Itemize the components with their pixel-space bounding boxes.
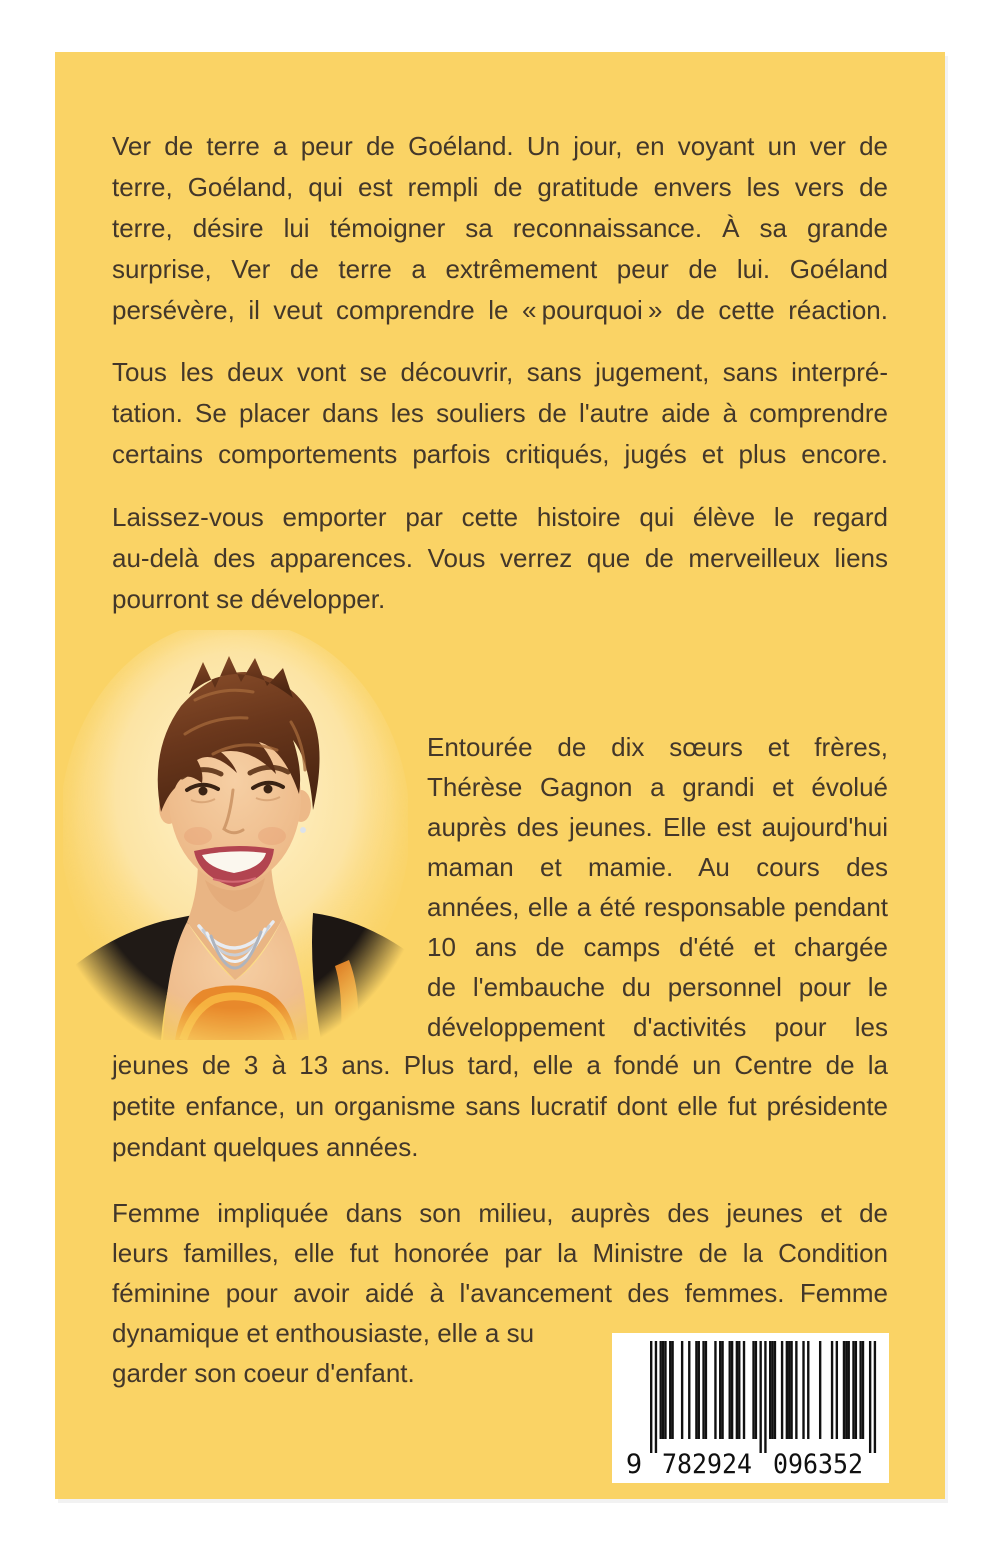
earring (300, 827, 306, 833)
text-line: jeunes de 3 à 13 ans. Plus tard, elle a fondé un Centre de la (112, 1050, 888, 1080)
back-cover-panel (55, 52, 945, 1499)
text-line: Ver de terre a peur de Goéland. Un jour, en voyant un ver de (112, 131, 888, 161)
text-line: surprise, Ver de terre a extrêmement peur de lui. Goéland (112, 254, 888, 284)
text-line: auprès des jeunes. Elle est aujourd'hui (427, 812, 888, 842)
synopsis-paragraph-3 (112, 497, 888, 620)
text-line: terre, désire lui témoigner sa reconnaissance. À sa grande (112, 213, 888, 243)
synopsis-paragraph-1 (112, 126, 888, 331)
text-line: Tous les deux vont se découvrir, sans jugement, sans interpré- (112, 357, 888, 387)
text-line: années, elle a été responsable pendant (427, 892, 888, 922)
barcode-digits: 9 (625, 1449, 643, 1480)
author-bio-below-photo (112, 1045, 888, 1168)
text-line: terre, Goéland, qui est rempli de gratitude envers les vers de (112, 172, 888, 202)
barcode (612, 1333, 889, 1483)
text-line: maman et mamie. Au cours des (427, 852, 888, 882)
barcode-digits: 782924 (662, 1449, 752, 1480)
ean13-barcode (612, 1333, 889, 1483)
author-photo (63, 630, 408, 1040)
text-line: dynamique et enthousiaste, elle a su (112, 1318, 535, 1348)
text-line: leurs familles, elle fut honorée par la Ministre de la Condition (112, 1238, 888, 1268)
text-line: Laissez-vous emporter par cette histoire qui élève le regard (112, 502, 888, 532)
text-line: 10 ans de camps d'été et chargée (427, 932, 888, 962)
text-line: Entourée de dix sœurs et frères, (427, 732, 888, 762)
text-line: au-delà des apparences. Vous verrez que de merveilleux liens (112, 543, 888, 573)
right-cheek (258, 827, 286, 845)
author-bio-beside-photo (427, 727, 888, 1047)
synopsis-paragraph-2 (112, 352, 888, 475)
text-line: pendant quelques années. (112, 1132, 419, 1162)
text-line: tation. Se placer dans les souliers de l'autre aide à comprendre (112, 398, 888, 428)
text-line: garder son coeur d'enfant. (112, 1358, 415, 1388)
text-line: pourront se développer. (112, 584, 386, 614)
text-line: Thérèse Gagnon a grandi et évolué (427, 772, 888, 802)
black-top-right-shoulder (312, 913, 408, 1040)
text-line: féminine pour avoir aidé à l'avancement des femmes. Femme (112, 1278, 888, 1308)
text-line: développement d'activités pour les (427, 1012, 888, 1042)
barcode-digits: 096352 (773, 1449, 863, 1480)
text-line: certains comportements parfois critiqués, jugés et plus encore. (112, 439, 888, 469)
left-cheek (184, 827, 212, 845)
text-line: petite enfance, un organisme sans lucratif dont elle fut présidente (112, 1091, 888, 1121)
text-line: de l'embauche du personnel pour le (427, 972, 888, 1002)
text-line: persévère, il veut comprendre le « pourquoi » de cette réaction. (112, 295, 888, 325)
text-line: Femme impliquée dans son milieu, auprès des jeunes et de (112, 1198, 888, 1228)
author-portrait-illustration (63, 630, 408, 1040)
